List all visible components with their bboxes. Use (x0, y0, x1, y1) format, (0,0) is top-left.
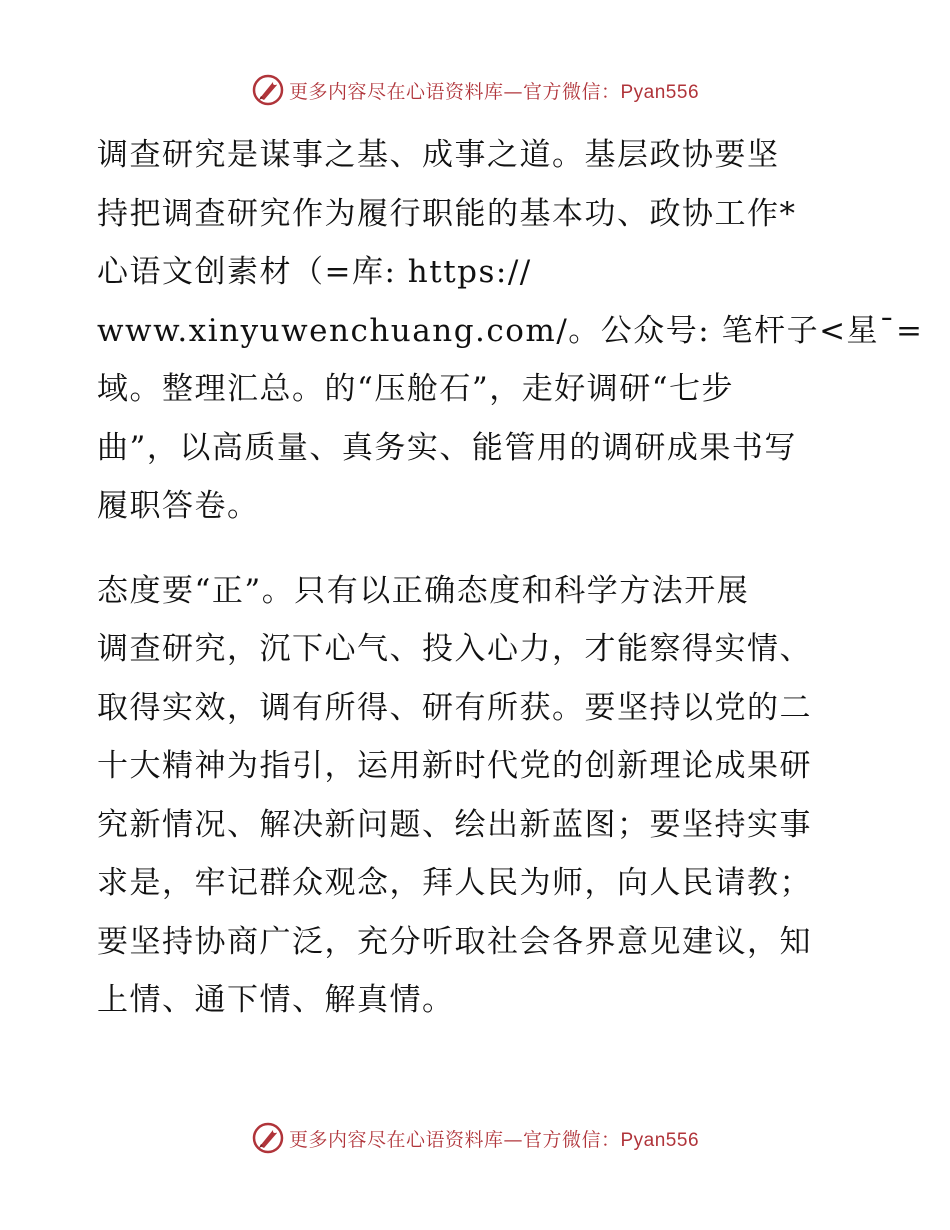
quill-pen-circle-icon (251, 1121, 285, 1155)
paragraph-line: 上情、通下情、解真情。 (97, 982, 455, 1018)
paragraph-line: 要坚持协商广泛，充分听取社会各界意见建议，知 (97, 923, 812, 960)
header-banner (0, 70, 950, 110)
paragraph-line: 取得实效，调有所得、研有所获。要坚持以党的二 (97, 689, 812, 726)
banner-library-text: 更多内容尽在心语资料库 (288, 1128, 504, 1151)
paragraph-line: 求是，牢记群众观念，拜人民为师，向人民请教； (97, 865, 812, 901)
paragraph-line: www.xinyuwenchuang.com/。公众号: 笔杆子<星¯= (97, 312, 924, 349)
banner-wechat-id: Pyan556 (620, 1129, 700, 1151)
quill-pen-circle-icon (251, 73, 285, 107)
paragraph-line: 调查研究，沉下心气、投入心力，才能察得实情、 (97, 631, 812, 667)
paragraph-line: 心语文创素材（=库: https:// (97, 254, 532, 290)
document-body (97, 126, 924, 1030)
paragraph-line: 十大精神为指引，运用新时代党的创新理论成果研 (97, 748, 812, 784)
paragraph-line: 履职答卷。 (97, 488, 260, 524)
paragraph-2 (97, 562, 857, 1030)
footer-banner (0, 1118, 950, 1158)
paragraph-line: 曲”，以高质量、真务实、能管用的调研成果书写 (97, 429, 797, 466)
banner-contact-label: 官方微信： (522, 80, 621, 103)
banner-wechat-id: Pyan556 (620, 81, 700, 103)
banner-dash: — (503, 1128, 523, 1151)
banner-dash: — (503, 80, 523, 103)
paragraph-line: 态度要“正”。只有以正确态度和科学方法开展 (97, 572, 750, 609)
banner-library-text: 更多内容尽在心语资料库 (288, 80, 504, 103)
paragraph-line: 域。整理汇总。的“压舱石”，走好调研“七步 (97, 371, 735, 407)
header-banner-text (289, 77, 699, 104)
paragraph-line: 调查研究是谋事之基、成事之道。基层政协要坚 (97, 137, 780, 173)
paragraph-line: 持把调查研究作为履行职能的基本功、政协工作* (97, 195, 797, 232)
footer-banner-text (289, 1125, 699, 1152)
paragraph-line: 究新情况、解决新问题、绘出新蓝图；要坚持实事 (97, 806, 812, 843)
paragraph-1 (97, 126, 924, 536)
banner-contact-label: 官方微信： (522, 1128, 621, 1151)
